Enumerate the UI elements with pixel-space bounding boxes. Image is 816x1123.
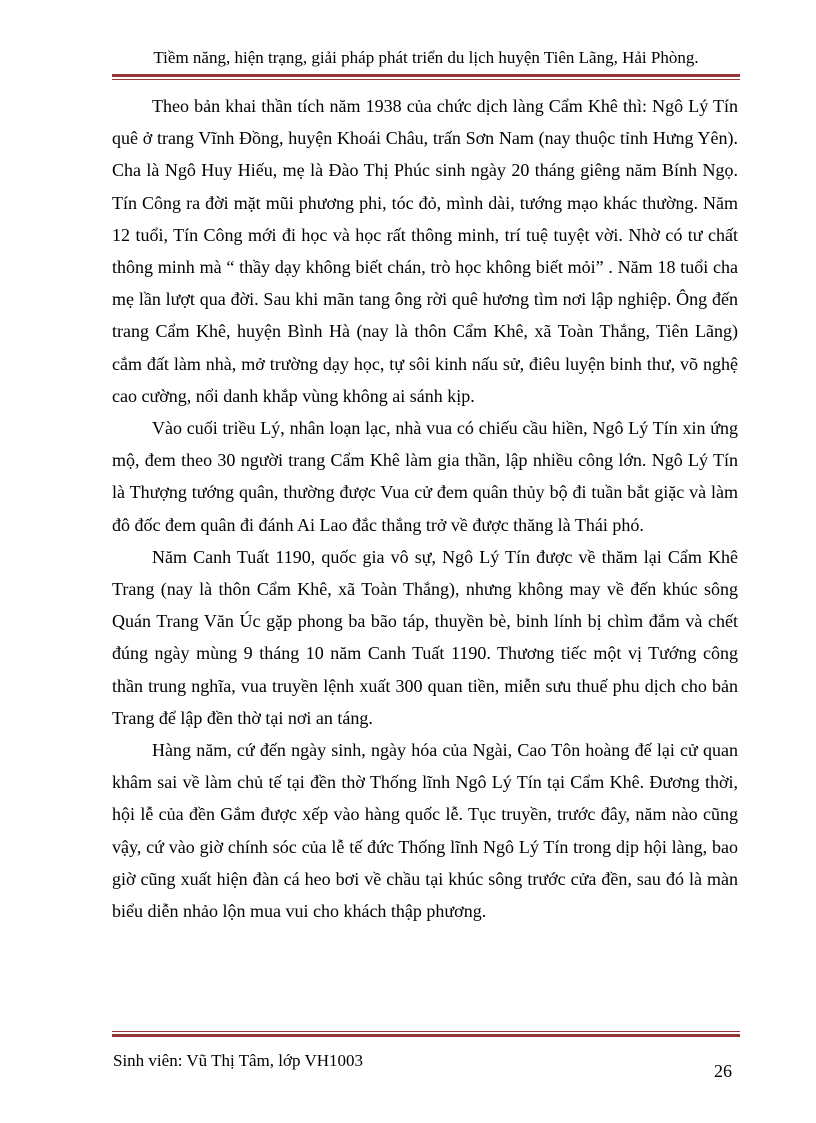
footer-student-info: Sinh viên: Vũ Thị Tâm, lớp VH1003 bbox=[113, 1051, 363, 1070]
header-divider bbox=[112, 74, 740, 80]
footer-page-number: 26 bbox=[714, 1061, 732, 1081]
footer-divider bbox=[112, 1031, 740, 1037]
body-paragraph: Năm Canh Tuất 1190, quốc gia vô sự, Ngô Lý Tín được về thăm lại Cẩm Khê Trang (nay là thôn Cẩm Khê, xã Toàn Thắng), nhưng không may về đến khúc sông Quán Trang Văn Úc gặp phong ba bão táp, thuyền bè, binh lính bị chìm đắm và chết đúng ngày mùng 9 tháng 10 năm Canh Tuất 1190. Thương tiếc một vị Tướng công thần trung nghĩa, vua truyền lệnh xuất 300 quan tiền, miễn sưu thuế phu dịch cho bản Trang để lập đền thờ tại nơi an táng. bbox=[112, 546, 738, 728]
page-header-title: Tiềm năng, hiện trạng, giải pháp phát triển du lịch huyện Tiên Lãng, Hải Phòng. bbox=[153, 48, 699, 67]
header-divider-thin-line bbox=[112, 79, 740, 80]
body-paragraph: Theo bản khai thần tích năm 1938 của chức dịch làng Cẩm Khê thì: Ngô Lý Tín quê ở trang Vĩnh Đồng, huyện Khoái Châu, trấn Sơn Nam (nay thuộc tỉnh Hưng Yên). Cha là Ngô Huy Hiếu, mẹ là Đào Thị Phúc sinh ngày 20 tháng giêng năm Bính Ngọ. Tín Công ra đời mặt mũi phương phi, tóc đỏ, mình dài, tướng mạo khác thường. Năm 12 tuổi, Tín Công mới đi học và học rất thông minh, trí tuệ tuyệt vời. Nhờ có tư chất thông minh mà “ thầy dạy không biết chán, trò học không biết mỏi” . Năm 18 tuổi cha mẹ lần lượt qua đời. Sau khi mãn tang ông rời quê hương tìm nơi lập nghiệp. Ông đến trang Cẩm Khê, huyện Bình Hà (nay là thôn Cẩm Khê, xã Toàn Thắng, Tiên Lãng) cắm đất làm nhà, mở trường dạy học, tự sôi kinh nấu sử, điêu luyện binh thư, võ nghệ cao cường, nổi danh khắp vùng không ai sánh kịp. bbox=[112, 96, 738, 406]
document-body bbox=[112, 90, 738, 927]
body-paragraph: Hàng năm, cứ đến ngày sinh, ngày hóa của Ngài, Cao Tôn hoàng đế lại cử quan khâm sai về làm chủ tế tại đền thờ Thống lĩnh Ngô Lý Tín tại Cẩm Khê. Đương thời, hội lễ của đền Gắm được xếp vào hàng quốc lễ. Tục truyền, trước đây, năm nào cũng vậy, cứ vào giờ chính sóc của lễ tế đức Thống lĩnh Ngô Lý Tín trong dịp hội làng, bao giờ cũng xuất hiện đàn cá heo bơi về chầu tại khúc sông trước cửa đền, sau đó là màn biểu diễn nhảo lộn mua vui cho khách thập phương. bbox=[112, 740, 738, 922]
footer-divider-thick-line bbox=[112, 1034, 740, 1037]
body-paragraph: Vào cuối triều Lý, nhân loạn lạc, nhà vua có chiếu cầu hiền, Ngô Lý Tín xin ứng mộ, đem theo 30 người trang Cẩm Khê làm gia thần, lập nhiều công lớn. Ngô Lý Tín là Thượng tướng quân, thường được Vua cử đem quân thủy bộ đi tuần bắt giặc và làm đô đốc đem quân đi đánh Ai Lao đắc thắng trở về được thăng là Thái phó. bbox=[112, 418, 738, 535]
